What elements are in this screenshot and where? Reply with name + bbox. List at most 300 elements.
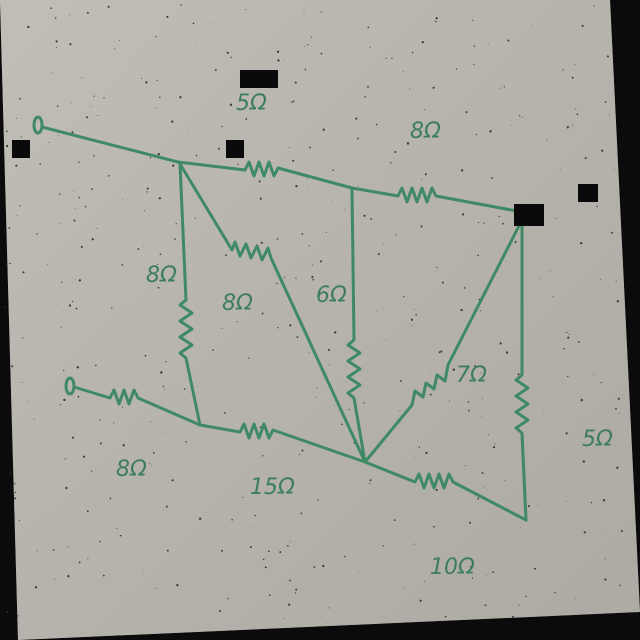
speckle [320,617,321,618]
speckle [230,104,232,106]
speckle [358,186,359,187]
speckle [79,562,81,564]
speckle [421,179,422,180]
speckle [21,136,22,137]
speckle [81,246,83,248]
speckle [611,232,613,234]
speckle [461,169,463,171]
speckle [580,242,582,244]
speckle [197,386,198,387]
speckle [403,71,404,72]
speckle [250,526,251,527]
speckle [37,551,38,552]
speckle [435,21,436,22]
speckle [500,88,501,89]
speckle [27,26,29,28]
speckle [87,558,88,559]
speckle [456,68,457,69]
speckle [430,394,432,396]
speckle [65,487,67,489]
speckle [99,419,100,420]
speckle [299,454,300,455]
speckle [295,278,296,279]
speckle [119,40,120,41]
speckle [180,4,181,5]
speckle [383,243,384,244]
speckle [395,234,396,235]
speckle [492,571,494,573]
speckle [36,233,37,234]
speckle [317,499,318,500]
speckle [61,282,62,283]
speckle [477,498,479,500]
speckle [462,213,464,215]
speckle [528,505,530,507]
speckle [176,223,177,224]
speckle [329,364,330,365]
speckle [486,575,487,576]
speckle [301,449,303,451]
speckle [488,43,489,44]
speckle [4,306,5,307]
speckle [422,41,424,43]
speckle [196,155,198,157]
speckle [58,135,59,136]
speckle [430,374,431,375]
speckle [160,254,162,256]
label-r-top-right: 8Ω [410,119,441,144]
redaction-block [514,204,544,226]
speckle [474,46,475,47]
speckle [560,169,561,170]
speckle [502,223,504,225]
speckle [67,575,69,577]
speckle [394,151,396,153]
speckle [404,587,405,588]
speckle [6,264,7,265]
speckle [478,222,479,223]
speckle [442,612,443,613]
label-r-top-left: 5Ω [236,91,267,116]
speckle [520,109,521,110]
speckle [166,506,168,508]
speckle [27,401,28,402]
speckle [60,404,61,405]
speckle [567,501,568,502]
speckle [83,456,85,458]
speckle [69,304,71,306]
speckle [466,111,468,113]
speckle [415,314,417,316]
speckle [158,153,160,155]
speckle [609,115,610,116]
speckle [19,98,21,100]
speckle [87,12,89,14]
speckle [583,460,585,462]
speckle [293,100,295,102]
speckle [259,180,261,182]
speckle [296,336,298,338]
speckle [507,40,509,42]
speckle [414,309,415,310]
speckle [172,479,174,481]
speckle [484,486,485,487]
speckle [566,432,568,434]
speckle [538,505,539,506]
speckle [600,324,601,325]
speckle [546,139,547,140]
speckle [506,351,508,353]
speckle [145,355,147,357]
speckle [212,349,214,351]
speckle [417,441,418,442]
speckle [289,580,291,582]
speckle [78,161,79,162]
speckle [188,132,189,133]
speckle [143,246,144,247]
speckle [295,82,297,84]
speckle [108,6,110,8]
speckle [114,48,115,49]
speckle [74,220,76,222]
speckle [291,101,292,102]
speckle [522,117,523,118]
speckle [64,459,65,460]
speckle [550,271,551,272]
speckle [601,150,603,152]
speckle [476,134,477,135]
speckle [8,227,10,229]
speckle [95,365,97,367]
speckle [370,479,372,481]
speckle [543,410,544,411]
speckle [312,265,313,266]
speckle [553,296,554,297]
speckle [260,198,262,200]
redaction-block [240,70,278,88]
speckle [424,581,425,582]
speckle [442,282,444,284]
speckle [230,57,231,58]
speckle [97,115,98,116]
speckle [304,10,305,11]
speckle [615,169,616,170]
speckle [403,296,404,297]
speckle [473,64,474,65]
speckle [185,441,187,443]
speckle [593,374,594,375]
speckle [277,327,278,328]
speckle [248,358,249,359]
speckle [436,489,438,491]
speckle [500,342,502,344]
speckle [193,22,195,24]
speckle [22,271,24,273]
speckle [518,373,520,375]
speckle [14,495,15,496]
speckle [566,332,567,333]
speckle [464,287,466,289]
speckle [54,579,55,580]
speckle [605,101,607,103]
speckle [9,473,10,474]
speckle [15,165,17,167]
speckle [81,77,82,78]
speckle [576,113,578,115]
speckle [6,130,8,132]
speckle [390,162,391,163]
redaction-block [578,184,598,202]
speckle [242,497,243,498]
speckle [215,69,217,71]
speckle [71,103,72,104]
speckle [269,594,271,596]
speckle [277,59,279,61]
speckle [65,458,66,459]
label-r-right-vertical: 5Ω [582,427,613,452]
speckle [184,388,186,390]
speckle [72,131,74,133]
speckle [6,611,8,613]
speckle [92,238,94,240]
speckle [57,105,58,106]
speckle [116,528,117,529]
speckle [391,58,392,59]
speckle [329,607,330,608]
speckle [99,541,100,542]
speckle [616,281,617,282]
speckle [454,203,455,204]
speckle [73,191,74,192]
speckle [569,334,570,335]
speckle [449,401,450,402]
label-r-middle-vertical: 6Ω [316,283,347,308]
speckle [307,44,308,45]
speckle [617,300,619,302]
speckle [69,14,70,15]
speckle [141,78,142,79]
speckle [19,205,20,206]
speckle [488,434,489,435]
speckle [172,164,174,166]
speckle [295,185,297,187]
speckle [505,480,506,481]
speckle [149,463,150,464]
speckle [468,410,470,412]
speckle [75,208,76,209]
speckle [368,27,370,29]
speckle [263,559,265,561]
speckle [567,337,569,339]
speckle [575,598,576,599]
speckle [277,238,279,240]
speckle [605,558,606,559]
speckle [245,118,247,120]
speckle [593,6,594,7]
speckle [85,206,87,208]
speckle [290,541,291,542]
speckle [122,199,123,200]
speckle [411,319,413,321]
speckle [176,584,178,586]
speckle [427,443,428,444]
speckle [59,194,60,195]
speckle [494,443,495,444]
speckle [621,530,623,532]
speckle [624,13,625,14]
speckle [591,502,592,503]
speckle [219,610,221,612]
speckle [231,519,233,521]
speckle [289,324,291,326]
speckle [61,327,62,328]
speckle [321,12,322,13]
speckle [618,398,620,400]
speckle [440,350,442,352]
speckle [355,118,357,120]
speckle [159,197,161,199]
speckle [421,226,423,228]
speckle [436,17,438,19]
speckle [597,206,598,207]
speckle [411,325,412,326]
speckle [292,160,294,162]
speckle [160,371,162,373]
speckle [460,309,462,311]
speckle [520,527,521,528]
speckle [309,147,311,149]
speckle [572,125,573,126]
speckle [477,255,479,257]
speckle [87,510,89,512]
speckle [420,600,422,602]
speckle [482,398,483,399]
speckle [110,498,112,500]
speckle [72,301,73,302]
speckle [147,188,149,190]
speckle [179,96,181,98]
speckle [607,55,609,57]
speckle [39,163,41,165]
speckle [301,233,303,235]
speckle [11,365,13,367]
speckle [69,43,71,45]
label-r-bottom-left: 8Ω [116,457,147,482]
speckle [386,57,387,58]
speckle [287,545,289,547]
speckle [407,142,409,144]
speckle [436,267,437,268]
speckle [363,402,364,403]
speckle [165,433,166,434]
speckle [332,169,333,170]
speckle [519,605,520,606]
speckle [348,409,349,410]
speckle [155,108,156,109]
speckle [143,570,144,571]
speckle [52,72,53,73]
speckle [94,96,95,97]
speckle [227,52,229,54]
speckle [91,106,92,107]
speckle [72,437,74,439]
speckle [78,396,80,398]
speckle [357,138,359,140]
speckle [79,197,80,198]
speckle [63,399,65,401]
speckle [123,444,125,446]
speckle [67,546,68,547]
speckle [311,37,312,38]
speckle [122,407,123,408]
speckle [224,412,226,414]
speckle [519,115,520,116]
speckle [305,69,306,70]
speckle [615,408,617,410]
speckle [14,497,16,499]
speckle [567,126,569,128]
speckle [108,175,109,176]
speckle [250,546,252,548]
label-r-bottom-right: 10Ω [430,555,475,580]
speckle [279,551,281,553]
speckle [144,210,145,211]
speckle [155,588,156,589]
speckle [145,81,147,83]
speckle [433,526,435,528]
speckle [313,566,315,568]
speckle [225,254,227,256]
speckle [419,446,420,447]
speckle [164,389,165,390]
speckle [512,616,514,618]
speckle [261,242,263,244]
speckle [583,417,584,418]
speckle [111,307,112,308]
speckle [601,382,602,383]
speckle [399,411,400,412]
speckle [222,126,223,127]
speckle [412,52,414,54]
speckle [166,16,168,18]
speckle [210,22,211,23]
speckle [55,17,57,19]
speckle [227,598,228,599]
speckle [604,579,606,581]
speckle [17,615,18,616]
speckle [75,279,76,280]
speckle [63,370,64,371]
speckle [163,386,164,387]
speckle [504,86,505,87]
label-r-bottom-middle: 15Ω [250,475,295,500]
speckle [295,589,297,591]
speckle [93,155,95,157]
speckle [484,222,485,223]
speckle [385,340,386,341]
speckle [572,77,574,79]
speckle [47,264,48,265]
speckle [369,483,370,484]
label-r-inner-diagonal: 7Ω [456,363,487,388]
speckle [341,424,343,426]
speckle [120,535,122,537]
speckle [86,116,88,118]
speckle [222,328,223,329]
speckle [159,97,160,98]
speckle [525,596,526,597]
speckle [22,337,23,338]
